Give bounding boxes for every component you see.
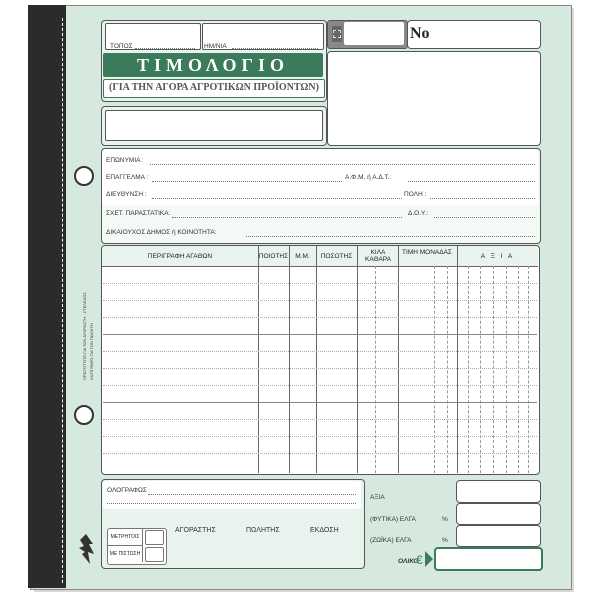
punch-hole-bottom	[74, 405, 94, 425]
document-title: ΤΙΜΟΛΟΓΙΟ	[137, 55, 289, 75]
col-divider	[398, 246, 399, 473]
value-box[interactable]	[456, 480, 541, 503]
animal-levy-box[interactable]	[456, 525, 541, 547]
col-divider	[289, 246, 290, 473]
issuance-label: ΕΚΔΟΣΗ	[310, 527, 339, 534]
municipality-line[interactable]	[246, 236, 535, 237]
col-quantity: ΠΟΣΟΤΗΣ	[320, 253, 353, 260]
col-value: Α Ξ Ι Α	[480, 253, 515, 260]
items-table	[101, 245, 540, 475]
plant-levy-percent: %	[442, 516, 448, 523]
side-note-1: ΠΡΩΤΟΤΥΠΟ ΓΙΑ ΤΟΝ ΑΓΟΡΑΣΤΗ - ΣΤΕΛΕΧΟΣ	[82, 292, 87, 380]
col-unit: Μ.Μ.	[295, 253, 310, 260]
col-divider	[316, 246, 317, 473]
plant-levy-box[interactable]	[456, 503, 541, 525]
animal-levy-percent: %	[442, 537, 448, 544]
total-box[interactable]	[434, 547, 543, 571]
in-words-line-2	[107, 503, 356, 504]
document-subtitle: (ΓΙΑ ΤΗΝ ΑΓΟΡΑ ΑΓΡΟΤΙΚΩΝ ΠΡΟΪΟΝΤΩΝ)	[109, 82, 319, 93]
title-banner	[103, 53, 323, 77]
credit-cell	[108, 546, 143, 562]
punch-hole-top	[74, 166, 94, 186]
city-line[interactable]	[430, 198, 535, 199]
arrow-right-icon	[425, 551, 433, 567]
table-row[interactable]	[103, 436, 537, 437]
related-docs-line[interactable]	[172, 217, 402, 218]
date-label: ΗΜ/ΝΙΑ	[204, 43, 227, 50]
table-row[interactable]	[103, 419, 537, 420]
city-label: ΠΟΛΗ :	[404, 191, 427, 198]
in-words-line	[148, 494, 356, 495]
customer-white-area	[102, 149, 538, 205]
name-line[interactable]	[150, 164, 535, 165]
col-net-kilos: ΚΙΛΑ ΚΑΘΑΡΑ	[365, 249, 391, 263]
subcol-divider	[506, 266, 507, 473]
header-notes-box[interactable]	[327, 51, 541, 146]
col-divider	[258, 246, 259, 473]
side-note-2: ΑΝΤΙΓΡΑΦΟ ΓΙΑ ΤΟΝ ΠΩΛΗΤΗ	[89, 323, 94, 380]
subcol-divider	[434, 266, 435, 473]
perforation-line	[62, 18, 63, 583]
col-divider	[457, 246, 458, 473]
subcol-divider	[375, 266, 376, 473]
address-line[interactable]	[152, 198, 402, 199]
profession-line[interactable]	[152, 181, 342, 182]
in-words-label: ΟΛΟΓΡΑΦΩΣ	[107, 487, 147, 494]
table-row[interactable]	[103, 283, 537, 284]
printer-logo-icon	[76, 532, 96, 566]
credit-checkbox[interactable]	[145, 547, 164, 562]
credit-label: ΜΕ ΠΙΣΤΩΣΗ	[109, 551, 141, 557]
subcol-divider	[493, 266, 494, 473]
col-description: ΠΕΡΙΓΡΑΦΗ ΑΓΑΘΩΝ	[147, 253, 213, 260]
issuer-field[interactable]	[105, 110, 323, 141]
cash-cell	[108, 529, 143, 546]
table-row[interactable]	[103, 317, 537, 318]
related-docs-label: ΣΧΕΤ. ΠΑΡΑΣΤΑΤΙΚΑ:	[106, 210, 171, 217]
tax-office-line[interactable]	[434, 217, 535, 218]
table-row[interactable]	[103, 300, 537, 301]
subcol-divider	[447, 266, 448, 473]
table-row[interactable]	[103, 402, 537, 403]
in-words-field[interactable]	[103, 481, 361, 509]
address-label: ΔΙΕΥΘΥΝΣΗ :	[106, 191, 147, 198]
animal-levy-label: (ΖΩΪΚΑ) ΕΛΓΑ	[370, 537, 412, 544]
euro-icon: €	[416, 553, 423, 567]
tax-id-label: Α.Φ.Μ. ή Α.Δ.Τ.:	[345, 174, 392, 181]
municipality-label: ΔΙΚΑΙΟΥΧΟΣ ΔΗΜΟΣ ή ΚΟΙΝΟΤΗΤΑ:	[106, 229, 217, 236]
table-row[interactable]	[103, 351, 537, 352]
subcol-divider	[528, 266, 529, 473]
subcol-divider	[480, 266, 481, 473]
number-label: No	[410, 25, 430, 42]
table-row[interactable]	[103, 334, 537, 335]
place-dotline	[135, 48, 195, 49]
series-field[interactable]	[344, 22, 404, 45]
series-tab	[332, 26, 342, 42]
subtitle-frame	[103, 79, 325, 98]
col-divider	[357, 246, 358, 473]
cash-label: ΜΕΤΡΗΤΟΙΣ	[110, 534, 140, 540]
table-row[interactable]	[103, 368, 537, 369]
place-label: ΤΟΠΟΣ	[110, 43, 133, 50]
value-label: ΑΞΙΑ	[370, 494, 385, 501]
profession-label: ΕΠΑΓΓΕΛΜΑ :	[106, 174, 149, 181]
tax-id-line[interactable]	[408, 181, 535, 182]
total-label: ΟΛΙΚΟ	[398, 558, 419, 565]
name-label: ΕΠΩΝΥΜΙΑ :	[106, 157, 144, 164]
table-row[interactable]	[103, 453, 537, 454]
tax-office-label: Δ.Ο.Υ.:	[408, 210, 429, 217]
date-dotline	[232, 48, 318, 49]
cash-checkbox[interactable]	[145, 530, 164, 545]
subcol-divider	[468, 266, 469, 473]
buyer-label: ΑΓΟΡΑΣΤΗΣ	[175, 527, 216, 534]
seller-label: ΠΩΛΗΤΗΣ	[246, 527, 280, 534]
binding-spine	[28, 5, 66, 588]
col-unit-price: ΤΙΜΗ ΜΟΝΑΔΑΣ	[402, 249, 452, 256]
table-row[interactable]	[103, 385, 537, 386]
plant-levy-label: (ΦΥΤΙΚΑ) ΕΛΓΑ	[370, 516, 416, 523]
col-quality: ΠΟΙΟΤΗΣ	[258, 253, 289, 260]
subcol-divider	[518, 266, 519, 473]
signature-area[interactable]	[170, 536, 358, 563]
